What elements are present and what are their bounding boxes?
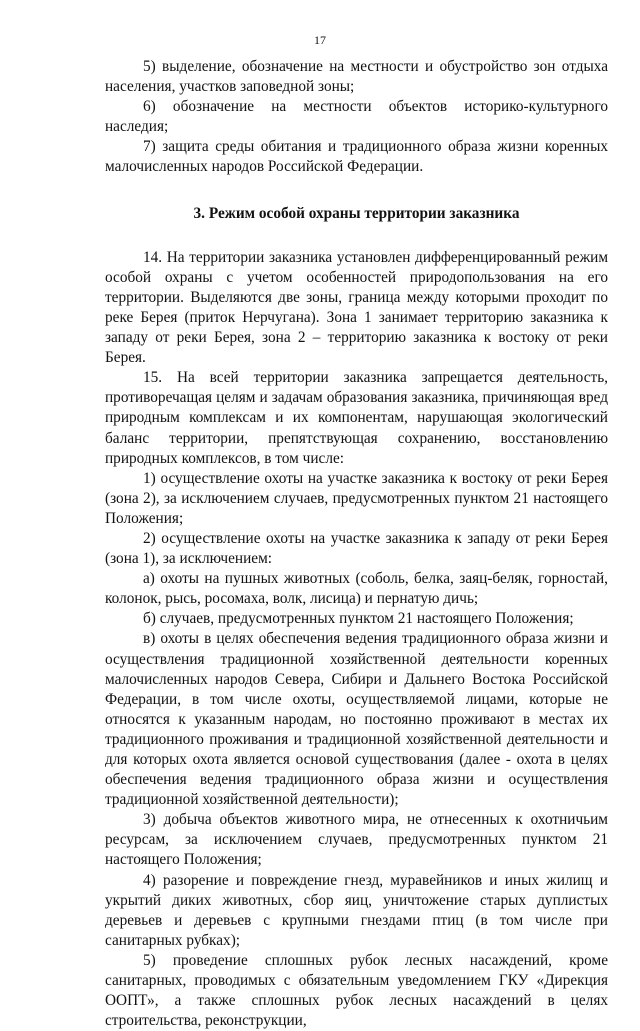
list-item-7-habitat-protection: 7) защита среды обитания и традиционного образа жизни коренных малочисленных народов Российской Федерации. (105, 138, 608, 176)
list-item-4-nest-destruction: 4) разорение и повреждение гнезд, муравейников и иных жилищ и укрытий диких животных, сбор яиц, уничтожение старых дуплистых деревьев и деревьев с крупными гнездами птиц (в том числе при санитарных рубках); (105, 871, 608, 949)
sub-item-a-fur-animals: а) охоты на пушных животных (соболь, белка, заяц-беляк, горностай, колонок, рысь, росомаха, волк, лисица) и пернатую дичь; (105, 570, 608, 608)
section-heading: 3. Режим особой охраны территории заказника (193, 204, 520, 222)
list-item-2-hunting-zone-1: 2) осуществление охоты на участке заказника к западу от реки Берея (зона 1), за исключением: (105, 529, 608, 568)
document-body (105, 57, 608, 1031)
list-item-5-recreation-zones: 5) выделение, обозначение на местности и обустройство зон отдыха населения, участков заповедной зоны; (105, 58, 608, 96)
list-item-5-clear-cutting: 5) проведение сплошных рубок лесных насаждений, кроме санитарных, проводимых с обязательным уведомлением ГКУ «Дирекция ООПТ», а также сплошных рубок лесных насаждений в целях строительства, реконструкции, (105, 951, 608, 1030)
sub-item-b-exceptions: б) случаев, предусмотренных пунктом 21 настоящего Положения; (143, 610, 574, 628)
page-number: 17 (314, 33, 326, 47)
paragraph-14: 14. На территории заказника установлен дифференцированный режим особой охраны с учетом особенностей природопользования на его территории. Выделяются две зоны, граница между которыми проходит по реке Берея (приток Нерчугана). Зона 1 занимает территорию заказника к западу от реки Берея, зона 2 – территорию заказника к востоку от реки Берея. (105, 248, 608, 367)
paragraph-15: 15. На всей территории заказника запрещается деятельность, противоречащая целям и задачам образования заказника, причиняющая вред природным комплексам и их компонентам, нарушающая экологический баланс территории, препятствующая сохранению, восстановлению природных комплексов, в том числе: (105, 369, 608, 467)
list-item-1-hunting-zone-2: 1) осуществление охоты на участке заказника к востоку от реки Берея (зона 2), за исключением случаев, предусмотренных пунктом 21 настоящего Положения; (105, 469, 608, 527)
list-item-6-heritage-marking: 6) обозначение на местности объектов историко-культурного наследия; (105, 98, 608, 136)
list-item-3-non-game-animals: 3) добыча объектов животного мира, не отнесенных к охотничьим ресурсам, за исключением случаев, предусмотренных пунктом 21 настоящего Положения; (105, 811, 608, 869)
sub-item-v-traditional-hunting: в) охоты в целях обеспечения ведения традиционного образа жизни и осуществления традиционной хозяйственной деятельности коренных малочисленных народов Севера, Сибири и Дальнего Востока Российской Федерации, в том числе охоты, осуществляемой лицами, которые не относятся к указанным народам, но постоянно проживают в местах их традиционного проживания и традиционной хозяйственной деятельности и для которых охота является основой существования (далее - охота в целях обеспечения ведения традиционного образа жизни и осуществления традиционной хозяйственной деятельности); (105, 630, 608, 809)
